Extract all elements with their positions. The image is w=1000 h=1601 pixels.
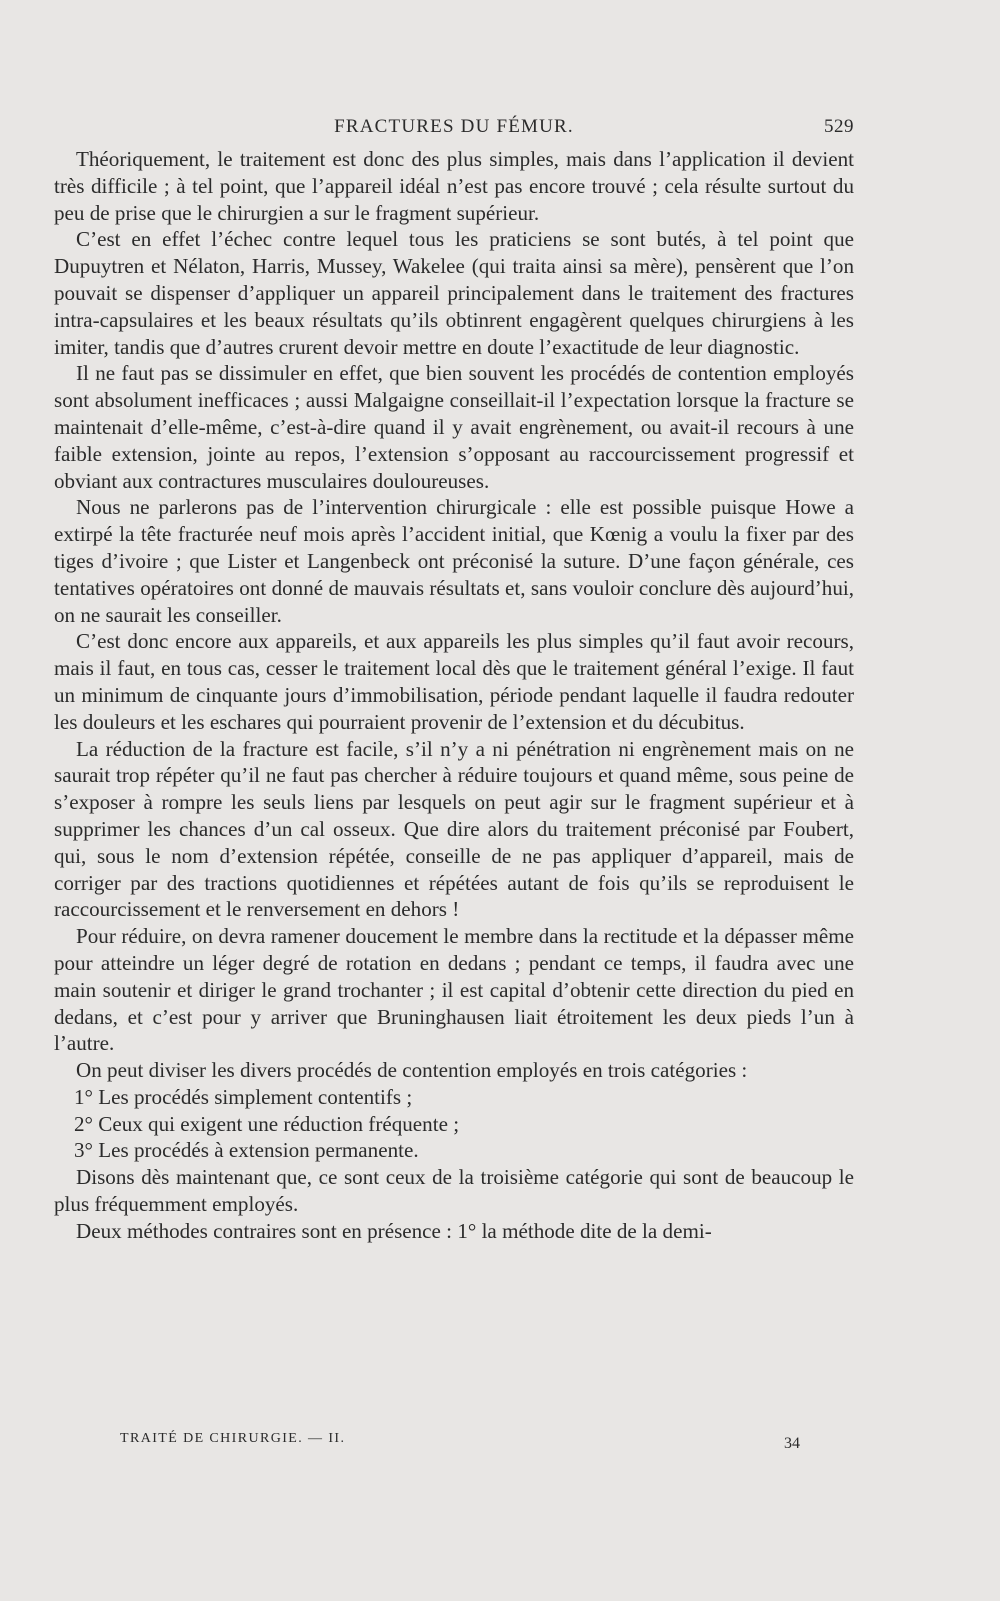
enumeration-item: 3° Les procédés à extension permanente. — [74, 1138, 419, 1163]
paragraph: Il ne faut pas se dissimuler en effet, que bien souvent les procédés de contention employés sont absolument inefficaces ; aussi Malgaigne conseillait-il l’expectation lorsque la fracture se maintenait d’elle-même, c’est-à-dire quand il y avait engrènement, ou avait-il recours à une faible extension, jointe au repos, l’extension s’opposant au raccourcissement progressif et obviant aux contractures musculaires douloureuses. — [54, 361, 854, 493]
paragraph: Théoriquement, le traitement est donc des plus simples, mais dans l’application il devient très difficile ; à tel point, que l’appareil idéal n’est pas encore trouvé ; cela résulte surtout du peu de prise que le chirurgien a sur le fragment supérieur. — [54, 147, 854, 225]
paragraph: La réduction de la fracture est facile, s’il n’y a ni pénétration ni engrènement mais on ne saurait trop répéter qu’il ne faut pas chercher à réduire toujours et quand même, sous peine de s’exposer à rompre les seuls liens par lesquels on peut agir sur le fragment supérieur et à supprimer les chances d’un cal osseux. Que dire alors du traitement préconisé par Foubert, qui, sous le nom d’extension répétée, conseille de ne pas appliquer d’appareil, mais de corriger par des tractions quotidiennes et répétées autant de fois qu’ils se reproduisent le raccourcissement et le renversement en dehors ! — [54, 736, 854, 922]
page-number: 529 — [824, 116, 854, 137]
enumeration-item: 1° Les procédés simplement contentifs ; — [74, 1084, 413, 1109]
paragraph: C’est donc encore aux appareils, et aux appareils les plus simples qu’il faut avoir recours, mais il faut, en tous cas, cesser le traitement local dès que le traitement général l’exige. Il faut un minimum de cinquante jours d’immobilisation, période pendant laquelle il faudra redouter les douleurs et les eschares qui pourraient provenir de l’extension et du décubitus. — [54, 629, 854, 734]
paragraph: On peut diviser les divers procédés de contention employés en trois catégories : — [76, 1058, 748, 1083]
enumeration-item: 2° Ceux qui exigent une réduction fréquente ; — [74, 1111, 460, 1136]
page-header — [54, 116, 854, 144]
paragraph: Deux méthodes contraires sont en présence : 1° la méthode dite de la demi- — [76, 1218, 712, 1243]
paragraph: Disons dès maintenant que, ce sont ceux de la troisième catégorie qui sont de beaucoup le plus fréquemment employés. — [54, 1165, 854, 1217]
signature-mark: 34 — [784, 1435, 800, 1452]
paragraph: Nous ne parlerons pas de l’intervention chirurgicale : elle est possible puisque Howe a extirpé la tête fracturée neuf mois après l’accident initial, que Kœnig a voulu la fixer par des tiges d’ivoire ; que Lister et Langenbeck ont préconisé la suture. D’une façon générale, ces tentatives opératoires ont donné de mauvais résultats et, sans vouloir conclure dès aujourd’hui, on ne saurait les conseiller. — [54, 495, 854, 627]
page-footer — [54, 1431, 854, 1461]
book-title: TRAITÉ DE CHIRURGIE. — II. — [120, 1431, 346, 1446]
paragraph: C’est en effet l’échec contre lequel tous les praticiens se sont butés, à tel point que Dupuytren et Nélaton, Harris, Mussey, Wakelee (qui traita ainsi sa mère), pensèrent que l’on pouvait se dispenser d’appliquer un appareil principalement dans le traitement des fractures intra-capsulaires et les beaux résultats qu’ils obtinrent engagèrent quelques chirurgiens à les imiter, tandis que d’autres crurent devoir mettre en doute l’exactitude de leur diagnostic. — [54, 227, 854, 359]
paragraph: Pour réduire, on devra ramener doucement le membre dans la rectitude et la dépasser même pour atteindre un léger degré de rotation en dedans ; pendant ce temps, il faudra avec une main soutenir et diriger le grand trochanter ; il est capital d’obtenir cette direction du pied en dedans, et c’est pour y arriver que Bruninghausen liait étroitement les deux pieds l’un à l’autre. — [54, 924, 854, 1056]
running-title: FRACTURES DU FÉMUR. — [334, 116, 574, 137]
body-text — [54, 146, 854, 1245]
